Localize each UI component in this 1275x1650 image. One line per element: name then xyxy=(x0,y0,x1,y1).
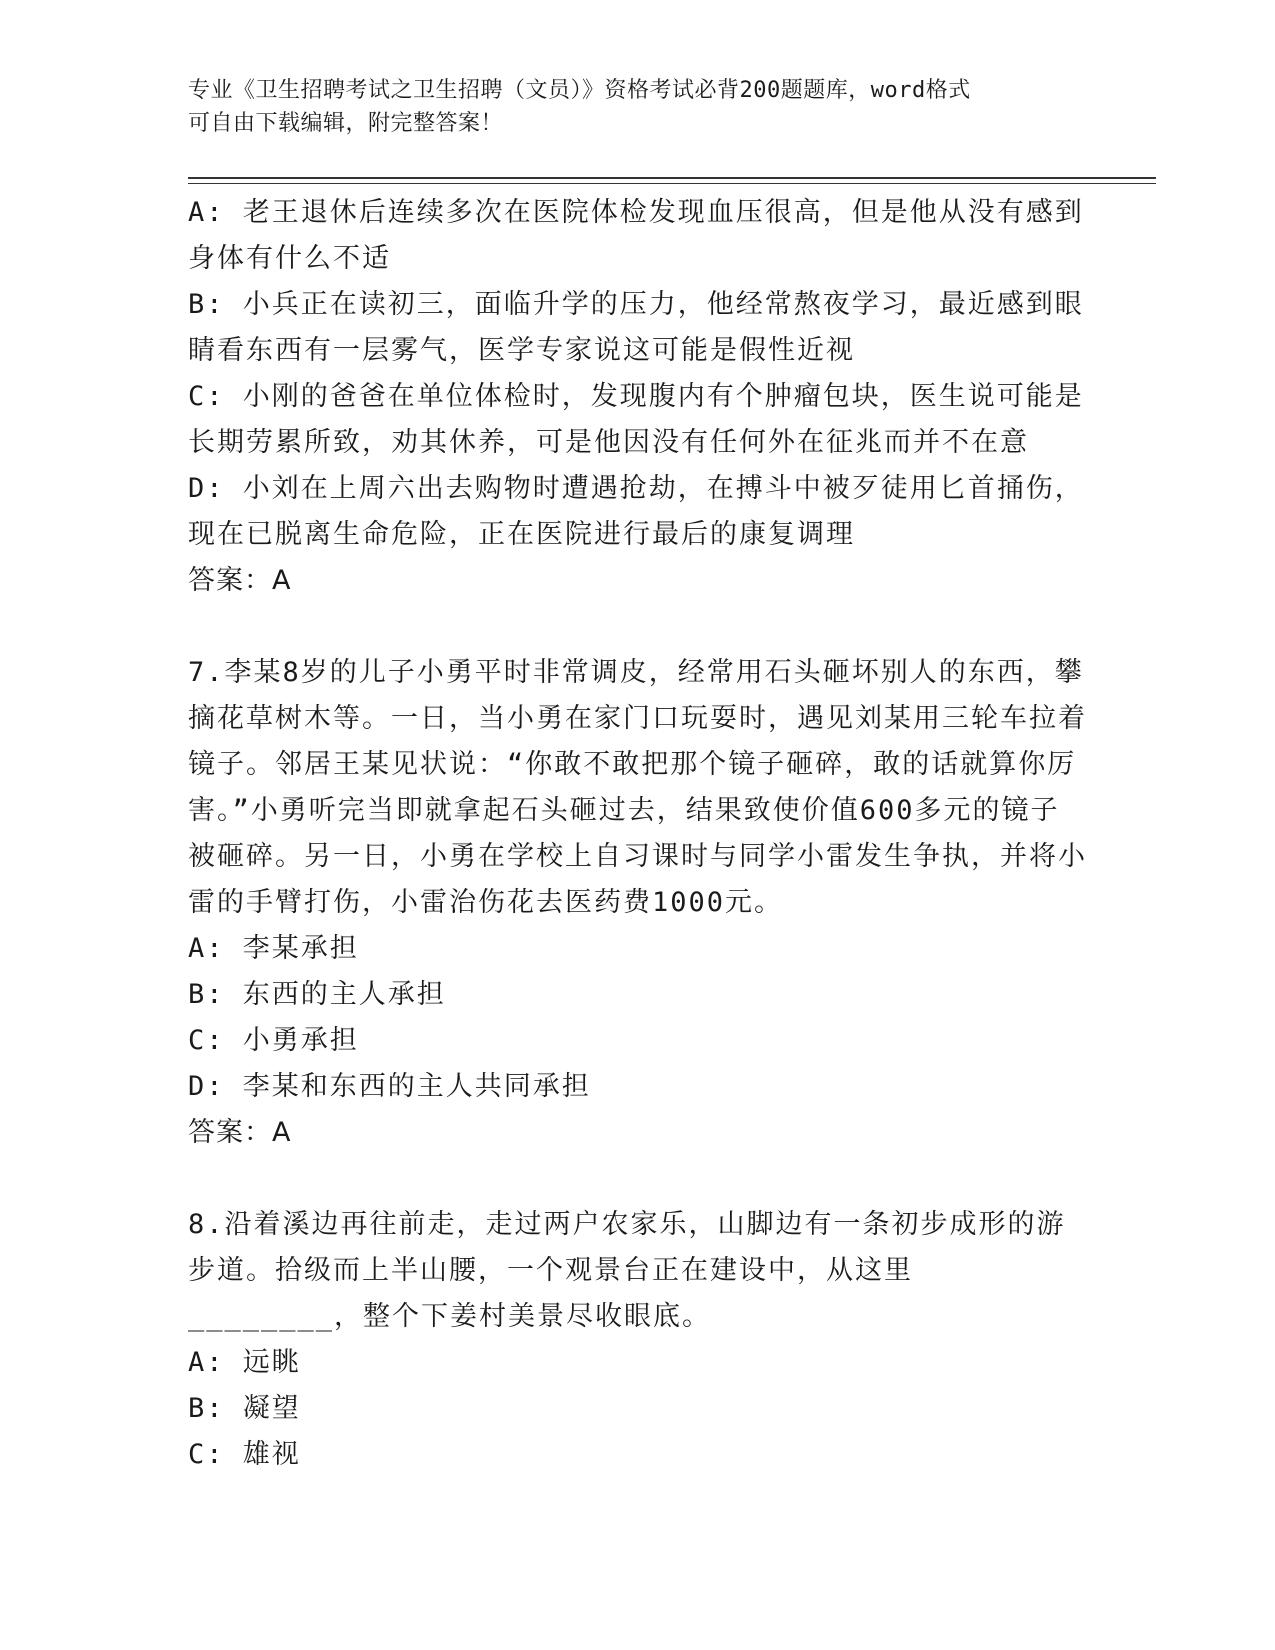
document-header xyxy=(188,74,1088,140)
spacer xyxy=(188,604,1088,650)
q6-option-b: B: 小兵正在读初三，面临升学的压力，他经常熬夜学习，最近感到眼睛看东西有一层雾气，医学专家说这可能是假性近视 xyxy=(188,289,1084,366)
q8-option-a: A: 远眺 xyxy=(188,1347,301,1378)
q6-option-c: C: 小刚的爸爸在单位体检时，发现腹内有个肿瘤包块，医生说可能是长期劳累所致，劝其休养，可是他因没有任何外在征兆而并不在意 xyxy=(188,381,1084,458)
q7-stem: 7.李某8岁的儿子小勇平时非常调皮，经常用石头砸坏别人的东西，攀摘花草树木等。一日，当小勇在家门口玩耍时，遇见刘某用三轮车拉着镜子。邻居王某见状说：“你敢不敢把那个镜子砸碎，敢的话就算你厉害。”小勇听完当即就拿起石头砸过去，结果致使价值600多元的镜子被砸碎。另一日，小勇在学校上自习课时与同学小雷发生争执，并将小雷的手臂打伤，小雷治伤花去医药费1000元。 xyxy=(188,657,1087,918)
header-line-2: 可自由下载编辑，附完整答案！ xyxy=(188,111,504,136)
q8-option-b: B: 凝望 xyxy=(188,1393,301,1424)
header-rule-thick xyxy=(188,177,1156,179)
spacer xyxy=(188,1156,1088,1202)
q7-option-c: C: 小勇承担 xyxy=(188,1025,359,1056)
q8-option-c: C: 雄视 xyxy=(188,1439,301,1470)
q6-answer: 答案：A xyxy=(188,565,292,596)
q7-option-a: A: 李某承担 xyxy=(188,933,359,964)
q6-option-a: A: 老王退休后连续多次在医院体检发现血压很高，但是他从没有感到身体有什么不适 xyxy=(188,197,1084,274)
q7-option-b: B: 东西的主人承担 xyxy=(188,979,446,1010)
header-line-1: 专业《卫生招聘考试之卫生招聘（文员）》资格考试必背200题题库，word格式 xyxy=(188,78,971,103)
q8-stem: 8.沿着溪边再往前走，走过两户农家乐，山脚边有一条初步成形的游步道。拾级而上半山腰，一个观景台正在建设中，从这里________，整个下姜村美景尽收眼底。 xyxy=(188,1209,1066,1332)
q7-answer: 答案：A xyxy=(188,1117,292,1148)
question-content xyxy=(188,190,1088,1478)
q7-option-d: D: 李某和东西的主人共同承担 xyxy=(188,1071,591,1102)
q6-option-d: D: 小刘在上周六出去购物时遭遇抢劫，在搏斗中被歹徒用匕首捅伤，现在已脱离生命危险，正在医院进行最后的康复调理 xyxy=(188,473,1084,550)
header-rule-thin xyxy=(188,183,1156,184)
